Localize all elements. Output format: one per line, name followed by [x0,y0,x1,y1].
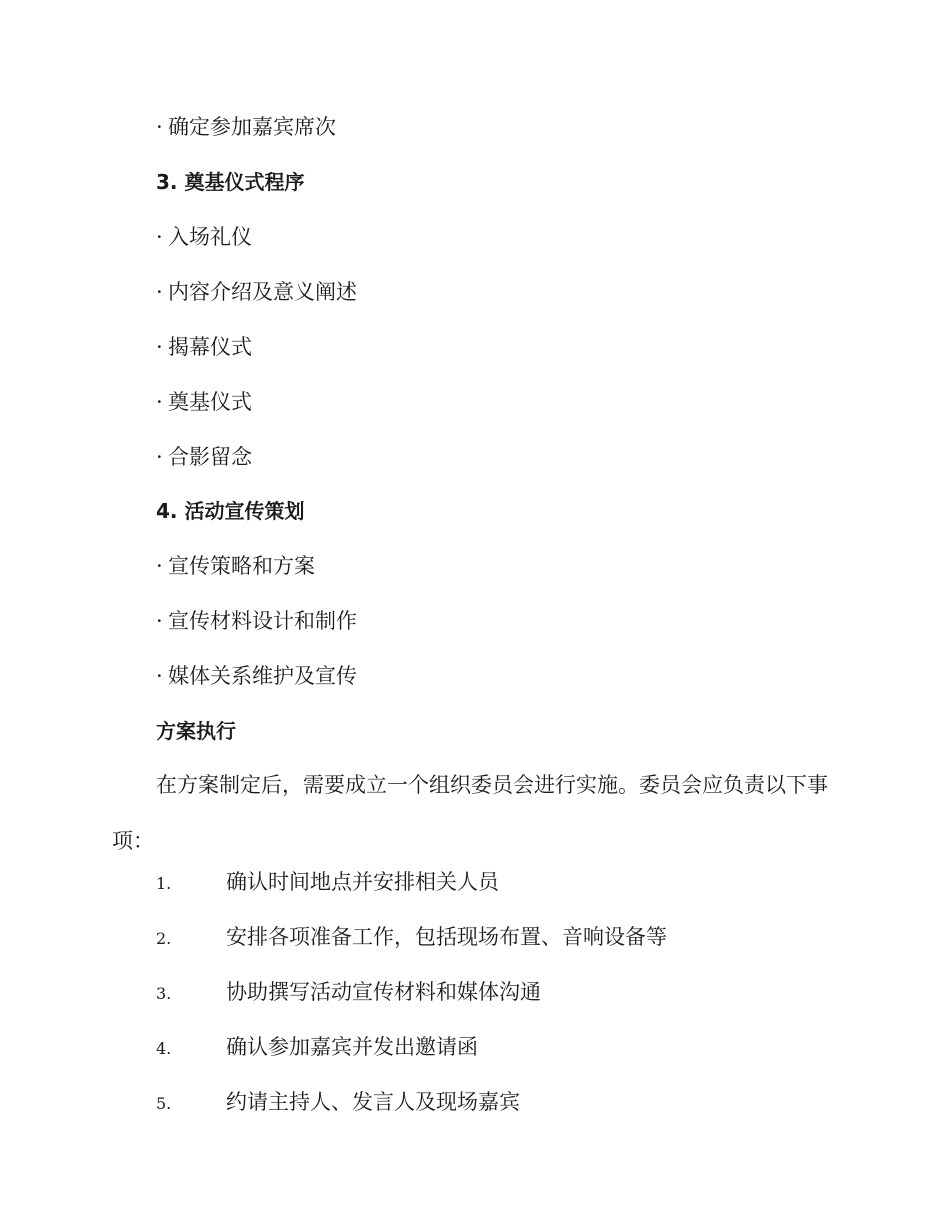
bullet-dot: · [156,280,163,304]
bullet-text: 奠基仪式 [168,390,252,414]
item-text: 安排各项准备工作，包括现场布置、音响设备等 [226,925,667,949]
bullet-dot: · [156,225,163,249]
bullet-dot: · [156,390,163,414]
bullet-item [156,112,336,142]
bullet-item [156,661,357,691]
bullet-text: 揭幕仪式 [168,335,252,359]
bullet-text: 宣传策略和方案 [168,554,315,578]
item-number: 3. [156,984,172,1003]
item-text: 确认时间地点并安排相关人员 [226,870,499,894]
item-text: 协助撰写活动宣传材料和媒体沟通 [226,980,541,1004]
bullet-item [156,606,357,636]
bullet-dot: · [156,609,163,633]
bullet-text: 媒体关系维护及宣传 [168,664,357,688]
item-number: 4. [156,1039,172,1058]
bullet-item [156,332,252,362]
bullet-item [156,387,252,417]
item-number: 1. [156,874,172,893]
bullet-dot: · [156,445,163,469]
bullet-dot: · [156,554,163,578]
bullet-item [156,551,315,581]
bullet-dot: · [156,115,163,139]
numbered-item [156,1032,478,1064]
item-text: 约请主持人、发言人及现场嘉宾 [226,1090,520,1114]
bullet-text: 合影留念 [168,445,252,469]
bullet-item [156,222,252,252]
numbered-item [156,922,667,954]
item-number: 5. [156,1094,172,1113]
item-text: 确认参加嘉宾并发出邀请函 [226,1035,478,1059]
execution-heading: 方案执行 [156,719,236,743]
numbered-item [156,1087,520,1119]
bullet-text: 确定参加嘉宾席次 [168,115,336,139]
bullet-text: 入场礼仪 [168,225,252,249]
section-heading-4: 4. 活动宣传策划 [156,499,305,523]
item-number: 2. [156,929,172,948]
bullet-dot: · [156,664,163,688]
execution-paragraph: 在方案制定后，需要成立一个组织委员会进行实施。委员会应负责以下事项： [112,773,828,853]
bullet-dot: · [156,335,163,359]
bullet-text: 宣传材料设计和制作 [168,609,357,633]
numbered-item [156,867,499,899]
numbered-item [156,977,541,1009]
section-heading-3: 3. 奠基仪式程序 [156,170,305,194]
bullet-text: 内容介绍及意义阐述 [168,280,357,304]
bullet-item [156,442,252,472]
bullet-item [156,277,357,307]
